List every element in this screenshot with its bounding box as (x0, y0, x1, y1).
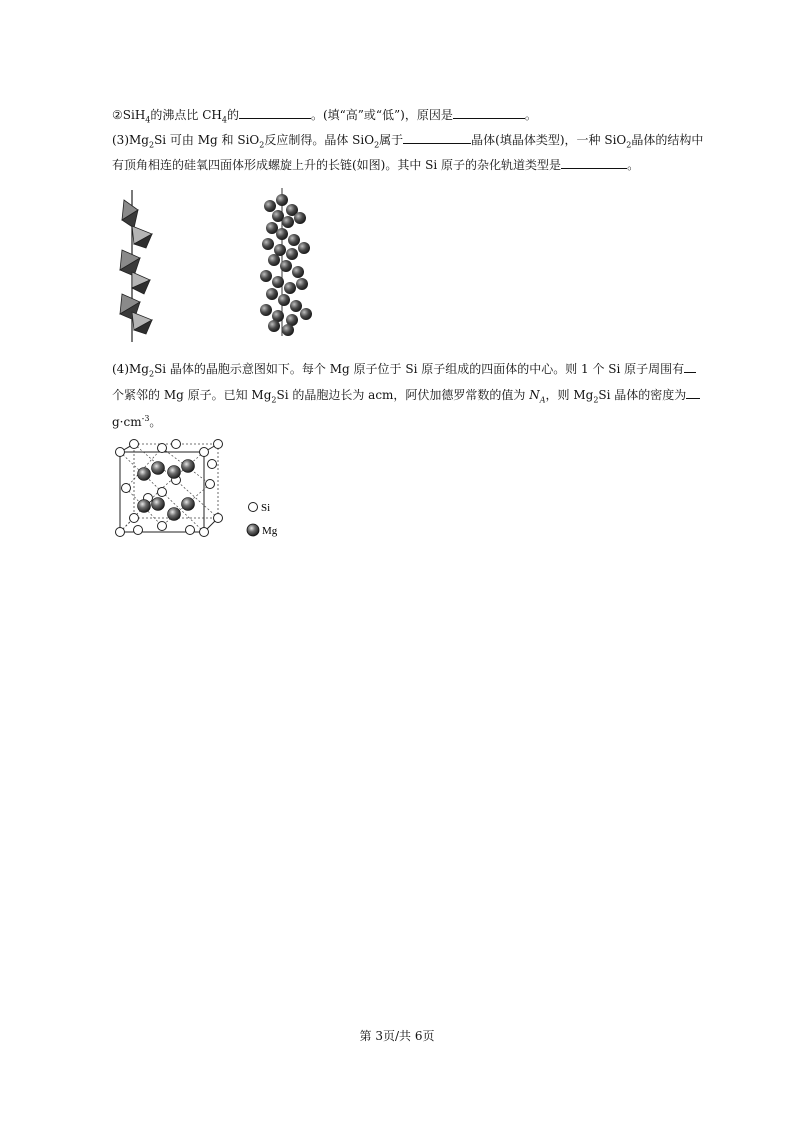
text: g·cm (112, 415, 142, 429)
question-4-line-2 (112, 386, 700, 408)
tetrahedron (122, 200, 138, 228)
text: 反应制得。晶体 SiO (264, 133, 375, 147)
answer-blank[interactable] (686, 386, 700, 399)
si-atom (116, 448, 125, 457)
tetrahedron (132, 272, 150, 294)
mg-legend-label: Mg (262, 525, 278, 537)
atom-ball (288, 234, 300, 246)
question-4-line-3 (112, 411, 161, 430)
mg-atom (152, 462, 165, 475)
atom-ball (284, 282, 296, 294)
subscript: 2 (148, 140, 155, 150)
text: 的沸点比 CH (150, 108, 222, 122)
text: ，则 Mg (545, 388, 594, 402)
mg-atom (152, 498, 165, 511)
si-atom (122, 484, 131, 493)
mg-atom (182, 460, 195, 473)
atom-ball (272, 276, 284, 288)
si-atom (214, 514, 223, 523)
mg-atom (138, 500, 151, 513)
atom-ball (272, 210, 284, 222)
text: 的 (226, 108, 239, 122)
si-atom (200, 448, 209, 457)
mg-atom (182, 498, 195, 511)
subscript: 2 (259, 140, 265, 150)
atom-ball (296, 278, 308, 290)
text: Si 晶体的密度为 (598, 388, 687, 402)
text: 有顶角相连的硅氧四面体形成螺旋上升的长链(如图)。其中 Si 原子的杂化轨道类型是 (112, 158, 562, 172)
answer-blank[interactable] (684, 360, 696, 373)
atom-ball (276, 194, 288, 206)
text: 属于 (379, 133, 404, 147)
subscript: 2 (271, 395, 277, 405)
text: Si 晶体的晶胞示意图如下。每个 Mg 原子位于 Si 原子组成的四面体的中心。则 1 个 Si 原子周围有 (154, 362, 685, 376)
si-legend-label: Si (261, 502, 271, 514)
text: Si 可由 Mg 和 SiO (154, 133, 260, 147)
text: 晶体的结构中 (631, 133, 704, 147)
atom-ball (260, 304, 272, 316)
answer-blank[interactable] (239, 106, 311, 119)
question-2-line (112, 106, 537, 128)
atom-ball (262, 238, 274, 250)
text: 。(填“高”或“低”)，原因是 (310, 108, 453, 122)
text: (4)Mg (112, 362, 149, 376)
atom-ball (266, 288, 278, 300)
si-atom (130, 440, 139, 449)
text: 。 (149, 415, 162, 429)
atom-ball (282, 216, 294, 228)
atom-ball (292, 266, 304, 278)
unit-cell-figure (112, 438, 232, 540)
superscript: -3 (141, 414, 150, 423)
si-atom (134, 526, 143, 535)
subscript: 2 (593, 395, 599, 405)
si-atom (208, 460, 217, 469)
atom-ball (290, 300, 302, 312)
mg-legend-icon (247, 524, 259, 536)
ball-chain-figure (252, 186, 322, 338)
text: 。 (524, 108, 537, 122)
atom-ball (298, 242, 310, 254)
subscript: A (539, 395, 546, 405)
unit-cell-legend (244, 496, 304, 544)
page-footer: 第 3页/共 6页 (359, 1029, 435, 1043)
answer-blank[interactable] (561, 156, 627, 169)
subscript: 2 (148, 369, 155, 379)
tetrahedra-chain-figure (108, 188, 168, 344)
mg-atom (168, 466, 181, 479)
tetrahedron (132, 312, 152, 334)
subscript: 4 (145, 115, 151, 125)
si-atom (158, 522, 167, 531)
si-atom (186, 526, 195, 535)
atom-ball (266, 222, 278, 234)
si-atom (130, 514, 139, 523)
subscript: 2 (374, 140, 380, 150)
si-atom (200, 528, 209, 537)
si-atoms (116, 440, 223, 537)
mg-atom (138, 468, 151, 481)
atom-ball (278, 294, 290, 306)
atom-ball (264, 200, 276, 212)
si-atom (158, 488, 167, 497)
subscript: 2 (626, 140, 632, 150)
atom-ball (286, 248, 298, 260)
atom-ball (268, 320, 280, 332)
subscript: 4 (221, 115, 227, 125)
atom-ball (282, 324, 294, 336)
avogadro-symbol: N (529, 388, 540, 402)
text: 个紧邻的 Mg 原子。已知 Mg (112, 388, 272, 402)
si-atom (214, 440, 223, 449)
question-3-line-1 (112, 131, 703, 153)
atom-ball (274, 244, 286, 256)
tetrahedron (132, 226, 152, 248)
answer-blank[interactable] (453, 106, 525, 119)
text: 晶体(填晶体类型)，一种 SiO (471, 133, 627, 147)
atom-ball (260, 270, 272, 282)
question-4-line-1 (112, 360, 696, 382)
atom-ball (280, 260, 292, 272)
text: Si 的晶胞边长为 acm，阿伏加德罗常数的值为 (276, 388, 530, 402)
si-legend-icon (249, 503, 258, 512)
atom-ball (294, 212, 306, 224)
si-atom (206, 480, 215, 489)
text: ②SiH (112, 108, 146, 122)
question-3-line-2 (112, 156, 639, 173)
mg-atom (168, 508, 181, 521)
si-atom (116, 528, 125, 537)
si-atom (158, 444, 167, 453)
answer-blank[interactable] (403, 131, 471, 144)
atom-ball (268, 254, 280, 266)
text: 。 (627, 158, 640, 172)
text: (3)Mg (112, 133, 149, 147)
atom-balls (260, 194, 312, 336)
si-atom (172, 440, 181, 449)
tetrahedron (120, 250, 140, 276)
atom-ball (300, 308, 312, 320)
atom-ball (276, 228, 288, 240)
